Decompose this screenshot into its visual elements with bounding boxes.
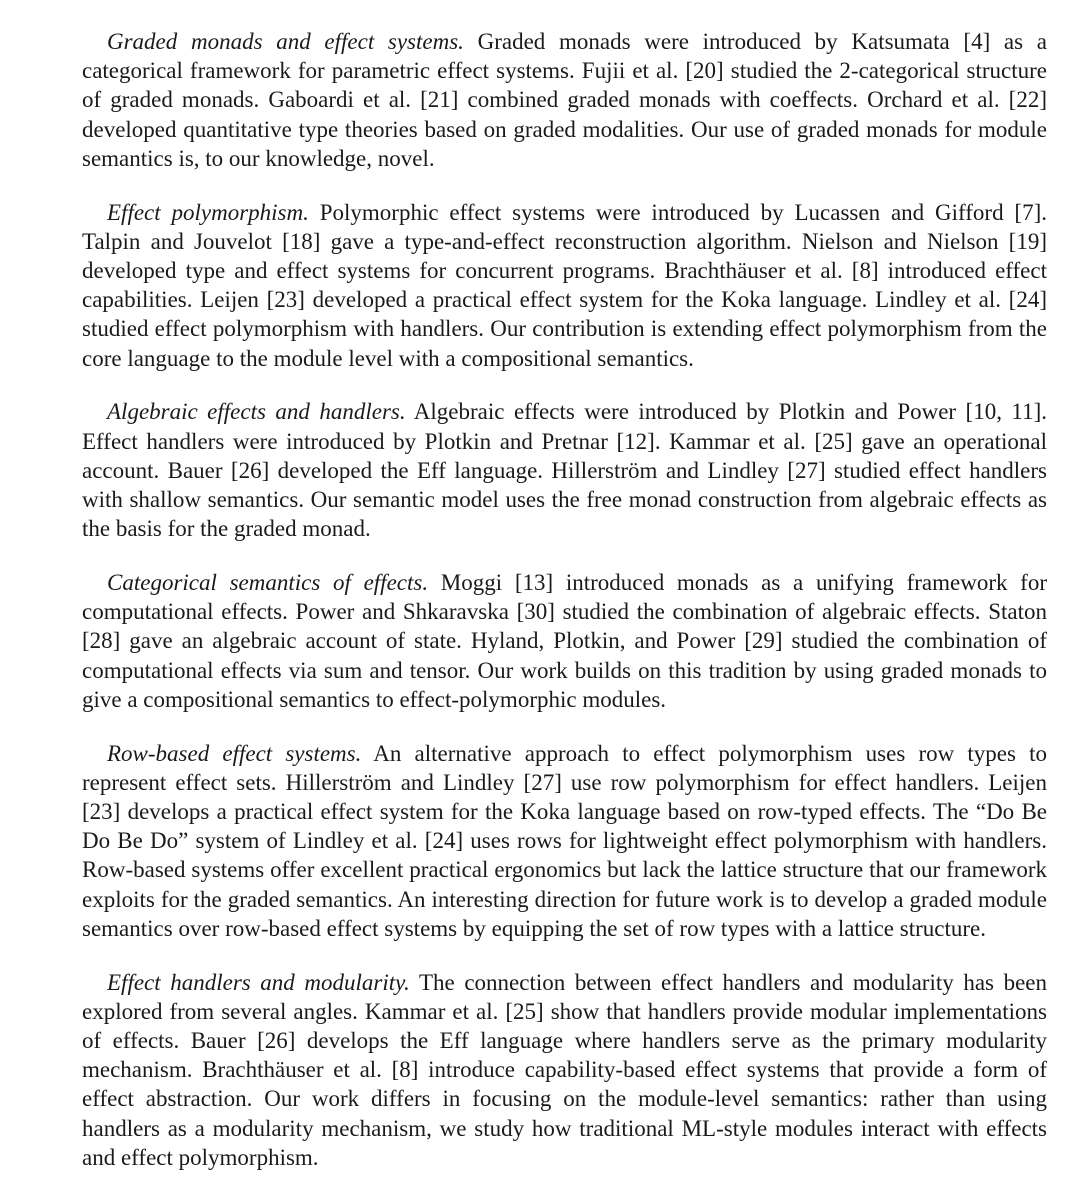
paper-page — [82, 27, 1047, 1197]
paragraph-body: Graded monads were introduced by Katsumata [4] as a categorical framework for parametric effect systems. Fujii et al. [20] studied the 2-categorical structure of graded monads. Gaboardi et al. [21] combined graded monads with coeffects. Orchard et al. [22] developed quantitative type theories based on graded modalities. Our use of graded monads for module semantics is, to our knowledge, novel. — [82, 29, 1047, 171]
paragraph-categorical-semantics — [82, 568, 1047, 714]
paragraph-heading: Categorical semantics of effects. — [107, 570, 429, 596]
paragraph-body: An alternative approach to effect polymorphism uses row types to represent effect sets. Hillerström and Lindley [27] use row polymorphism for effect handlers. Leijen [23] develops a practical effect system for the Koka language based on row-typed effects. The “Do Be Do Be Do” system of Lindley et al. [24] uses rows for lightweight effect polymorphism with handlers. Row-based systems offer excellent practical ergonomics but lack the lattice structure that our framework exploits for the graded semantics. An interesting direction for future work is to develop a graded module semantics over row-based effect systems by equipping the set of row types with a lattice structure. — [82, 740, 1047, 941]
paragraph-body: The connection between effect handlers and modularity has been explored from several angles. Kammar et al. [25] show that handlers provide modular implementations of effects. Bauer [26] develops the Eff language where handlers serve as the primary modularity mechanism. Brachthäuser et al. [8] introduce capability-based effect systems that provide a form of effect abstraction. Our work differs in focusing on the module-level semantics: rather than using handlers as a modularity mechanism, we study how traditional ML-style modules interact with effects and effect polymorphism. — [82, 969, 1047, 1170]
paragraph-algebraic-effects — [82, 397, 1047, 543]
paragraph-body: Moggi [13] introduced monads as a unifying framework for computational effects. Power and Shkaravska [30] studied the combination of algebraic effects. Staton [28] gave an algebraic account of state. Hyland, Plotkin, and Power [29] studied the combination of computational effects via sum and tensor. Our work builds on this tradition by using graded monads to give a compositional semantics to effect-polymorphic modules. — [82, 570, 1047, 712]
paragraph-body: Algebraic effects were introduced by Plotkin and Power [10, 11]. Effect handlers were introduced by Plotkin and Pretnar [12]. Kammar et al. [25] gave an operational account. Bauer [26] developed the Eff language. Hillerström and Lindley [27] studied effect handlers with shallow semantics. Our semantic model uses the free monad construction from algebraic effects as the basis for the graded monad. — [82, 399, 1047, 542]
paragraph-handlers-modularity — [82, 968, 1047, 1172]
paragraph-heading: Graded monads and effect systems. — [107, 29, 464, 54]
paragraph-row-based — [82, 739, 1047, 943]
paragraph-heading: Effect polymorphism. — [107, 199, 309, 225]
paragraph-heading: Effect handlers and modularity. — [107, 969, 410, 995]
paragraph-graded-monads — [82, 27, 1047, 173]
paragraph-body: Polymorphic effect systems were introduced by Lucassen and Gifford [7]. Talpin and Jouvelot [18] gave a type-and-effect reconstruction algorithm. Nielson and Nielson [19] developed type and effect systems for concurrent programs. Brachthäuser et al. [8] introduced effect capabilities. Leijen [23] developed a practical effect system for the Koka language. Lindley et al. [24] studied effect polymorphism with handlers. Our contribution is extending effect polymorphism from the core language to the module level with a compositional semantics. — [82, 199, 1047, 371]
paragraph-effect-polymorphism — [82, 198, 1047, 373]
paragraph-heading: Row-based effect systems. — [107, 740, 362, 766]
paragraph-heading: Algebraic effects and handlers. — [107, 399, 406, 425]
